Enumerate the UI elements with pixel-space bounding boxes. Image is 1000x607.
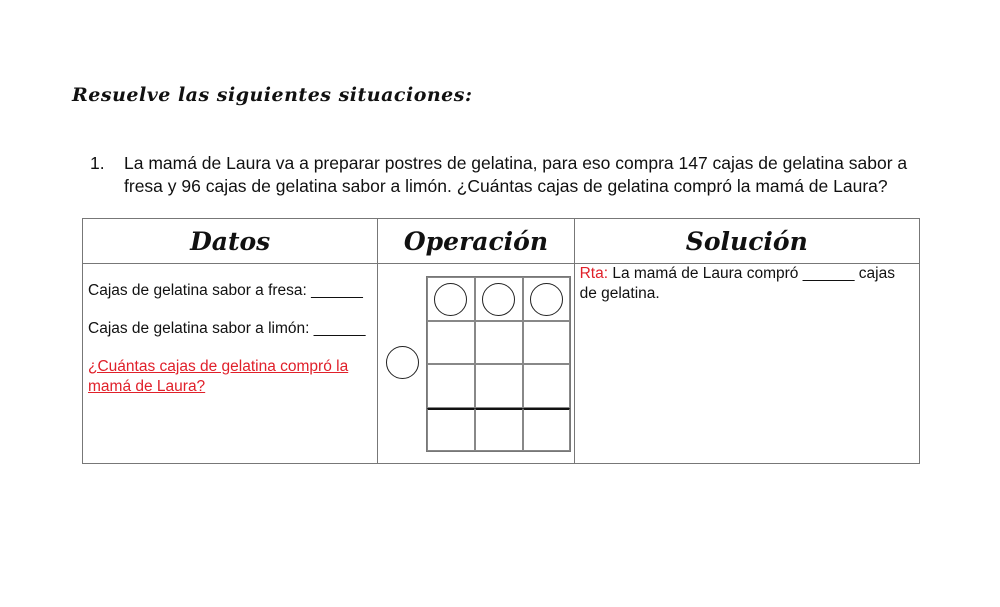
problem-text: La mamá de Laura va a preparar postres de gelatina, para eso compra 147 cajas de gelatina sabor a fresa y 96 cajas de gelatina sabor a limón. ¿Cuántas cajas de gelatina compró la mamá de Laura? — [124, 153, 908, 196]
grid-cell[interactable] — [523, 364, 571, 408]
worksheet-heading: Resuelve las siguientes situaciones: — [72, 84, 473, 106]
carry-cell-hundreds — [427, 277, 475, 321]
solucion-cell — [574, 264, 919, 464]
rta-label: Rta: — [579, 265, 609, 282]
carry-cell-units — [523, 277, 571, 321]
worksheet-table — [82, 218, 920, 464]
datos-fresa: Cajas de gelatina sabor a fresa: ______ — [88, 282, 363, 299]
header-solucion: Solución — [574, 219, 919, 264]
solucion-text: La mamá de Laura compró ______ cajas de gelatina. — [579, 265, 895, 302]
problem-number: 1. — [90, 153, 105, 173]
problem-1 — [90, 152, 950, 198]
header-operacion: Operación — [378, 219, 574, 264]
carry-circle[interactable] — [482, 283, 515, 316]
grid-cell[interactable] — [427, 321, 475, 365]
result-cell[interactable] — [523, 408, 571, 452]
grid-cell[interactable] — [475, 364, 523, 408]
carry-cell-tens — [475, 277, 523, 321]
operation-grid — [426, 276, 571, 452]
result-cell[interactable] — [475, 408, 523, 452]
datos-limon: Cajas de gelatina sabor a limón: ______ — [88, 320, 366, 337]
grid-cell[interactable] — [475, 321, 523, 365]
operator-circle[interactable] — [386, 346, 419, 379]
operacion-cell — [378, 264, 574, 464]
datos-question: ¿Cuántas cajas de gelatina compró la mamá de Laura? — [88, 358, 349, 395]
datos-cell — [83, 264, 378, 464]
grid-cell[interactable] — [427, 364, 475, 408]
result-cell[interactable] — [427, 408, 475, 452]
grid-cell[interactable] — [523, 321, 571, 365]
carry-circle[interactable] — [434, 283, 467, 316]
header-datos: Datos — [83, 219, 378, 264]
carry-circle[interactable] — [530, 283, 563, 316]
